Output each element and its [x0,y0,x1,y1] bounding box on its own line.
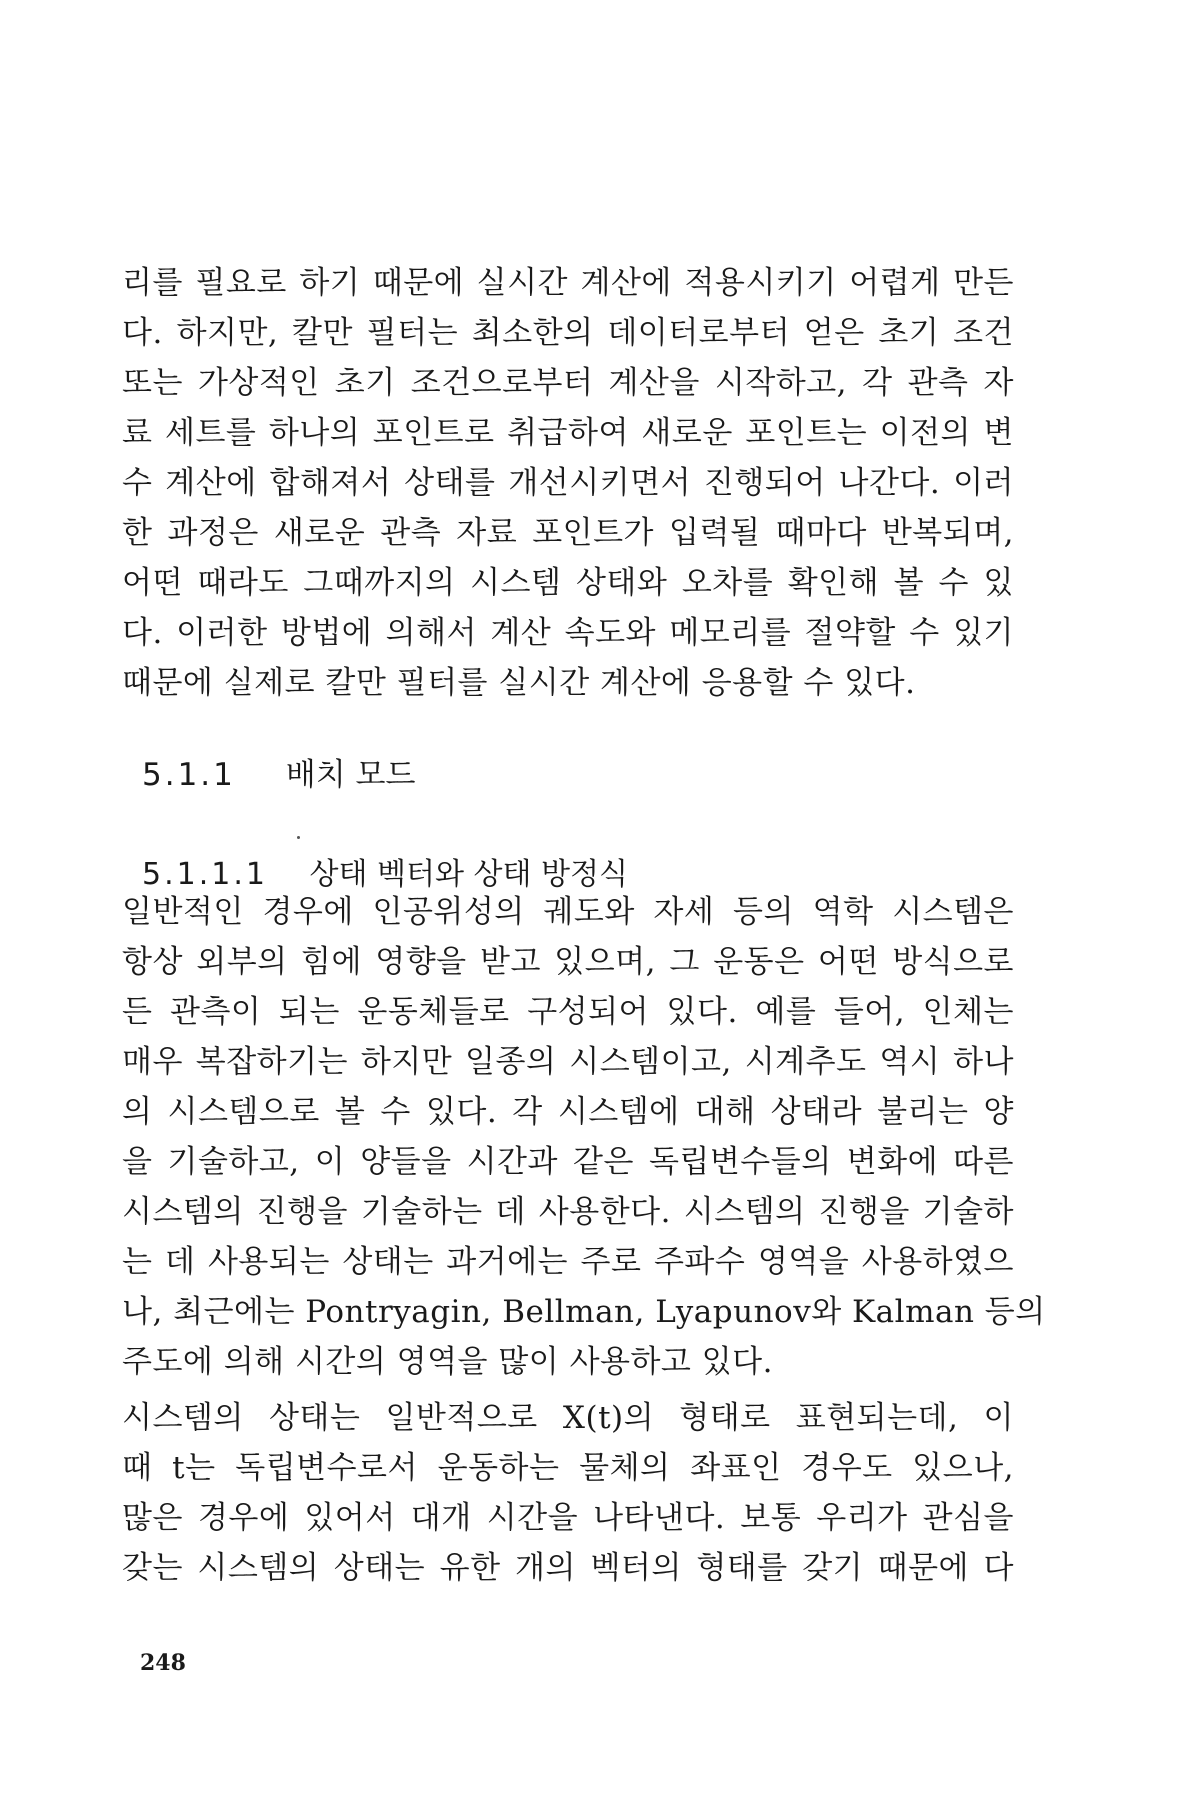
text-line: 또는 가상적인 초기 조건으로부터 계산을 시작하고, 각 관측 자 [122,365,1014,401]
page-number: 248 [140,1650,186,1676]
text-line: 매우 복잡하기는 하지만 일종의 시스템이고, 시계추도 역시 하나 [122,1044,1014,1080]
text-line: 많은 경우에 있어서 대개 시간을 나타낸다. 보통 우리가 관심을 [122,1500,1014,1536]
text-line: 는 데 사용되는 상태는 과거에는 주로 주파수 영역을 사용하였으 [122,1244,1014,1280]
text-line: 리를 필요로 하기 때문에 실시간 계산에 적용시키기 어렵게 만든 [122,265,1014,301]
section-title: 배치 모드 [285,757,416,793]
text-line: 어떤 때라도 그때까지의 시스템 상태와 오차를 확인해 볼 수 있 [122,565,1014,601]
text-line: 다. 하지만, 칼만 필터는 최소한의 데이터로부터 얻은 초기 조건 [122,315,1014,351]
section-number: 5.1.1 [142,757,236,793]
text-line: 을 기술하고, 이 양들을 시간과 같은 독립변수들의 변화에 따른 [122,1144,1014,1180]
text-line: 다. 이러한 방법에 의해서 계산 속도와 메모리를 절약할 수 있기 [122,615,1014,651]
text-line: 한 과정은 새로운 관측 자료 포인트가 입력될 때마다 반복되며, [122,515,1014,551]
text-line: 나, 최근에는 Pontryagin, Bellman, Lyapunov와 Kalman 등의 [122,1294,1046,1330]
text-line: 갖는 시스템의 상태는 유한 개의 벡터의 형태를 갖기 때문에 다 [122,1550,1014,1586]
stray-dot [297,836,300,839]
subsection-title: 상태 벡터와 상태 방정식 [309,857,628,892]
text-line: 시스템의 상태는 일반적으로 X(t)의 형태로 표현되는데, 이 [122,1400,1014,1436]
text-line: 료 세트를 하나의 포인트로 취급하여 새로운 포인트는 이전의 변 [122,415,1014,451]
paragraph-kalman-filter [122,258,1014,708]
text-line: 때문에 실제로 칼만 필터를 실시간 계산에 응용할 수 있다. [122,665,916,701]
paragraph-system-state [122,1393,1014,1593]
section-heading [142,755,415,795]
text-line: 시스템의 진행을 기술하는 데 사용한다. 시스템의 진행을 기술하 [122,1194,1014,1230]
paragraph-dynamic-systems [122,887,1046,1387]
text-line: 의 시스템으로 볼 수 있다. 각 시스템에 대해 상태라 불리는 양 [122,1094,1014,1130]
subsection-number: 5.1.1.1 [142,857,268,892]
text-line: 때 t는 독립변수로서 운동하는 물체의 좌표인 경우도 있으나, [122,1450,1014,1486]
text-line: 수 계산에 합해져서 상태를 개선시키면서 진행되어 나간다. 이러 [122,465,1014,501]
text-line: 항상 외부의 힘에 영향을 받고 있으며, 그 운동은 어떤 방식으로 [122,944,1014,980]
text-line: 든 관측이 되는 운동체들로 구성되어 있다. 예를 들어, 인체는 [122,994,1014,1030]
text-line: 주도에 의해 시간의 영역을 많이 사용하고 있다. [122,1344,773,1380]
text-line: 일반적인 경우에 인공위성의 궤도와 자세 등의 역학 시스템은 [122,894,1014,930]
